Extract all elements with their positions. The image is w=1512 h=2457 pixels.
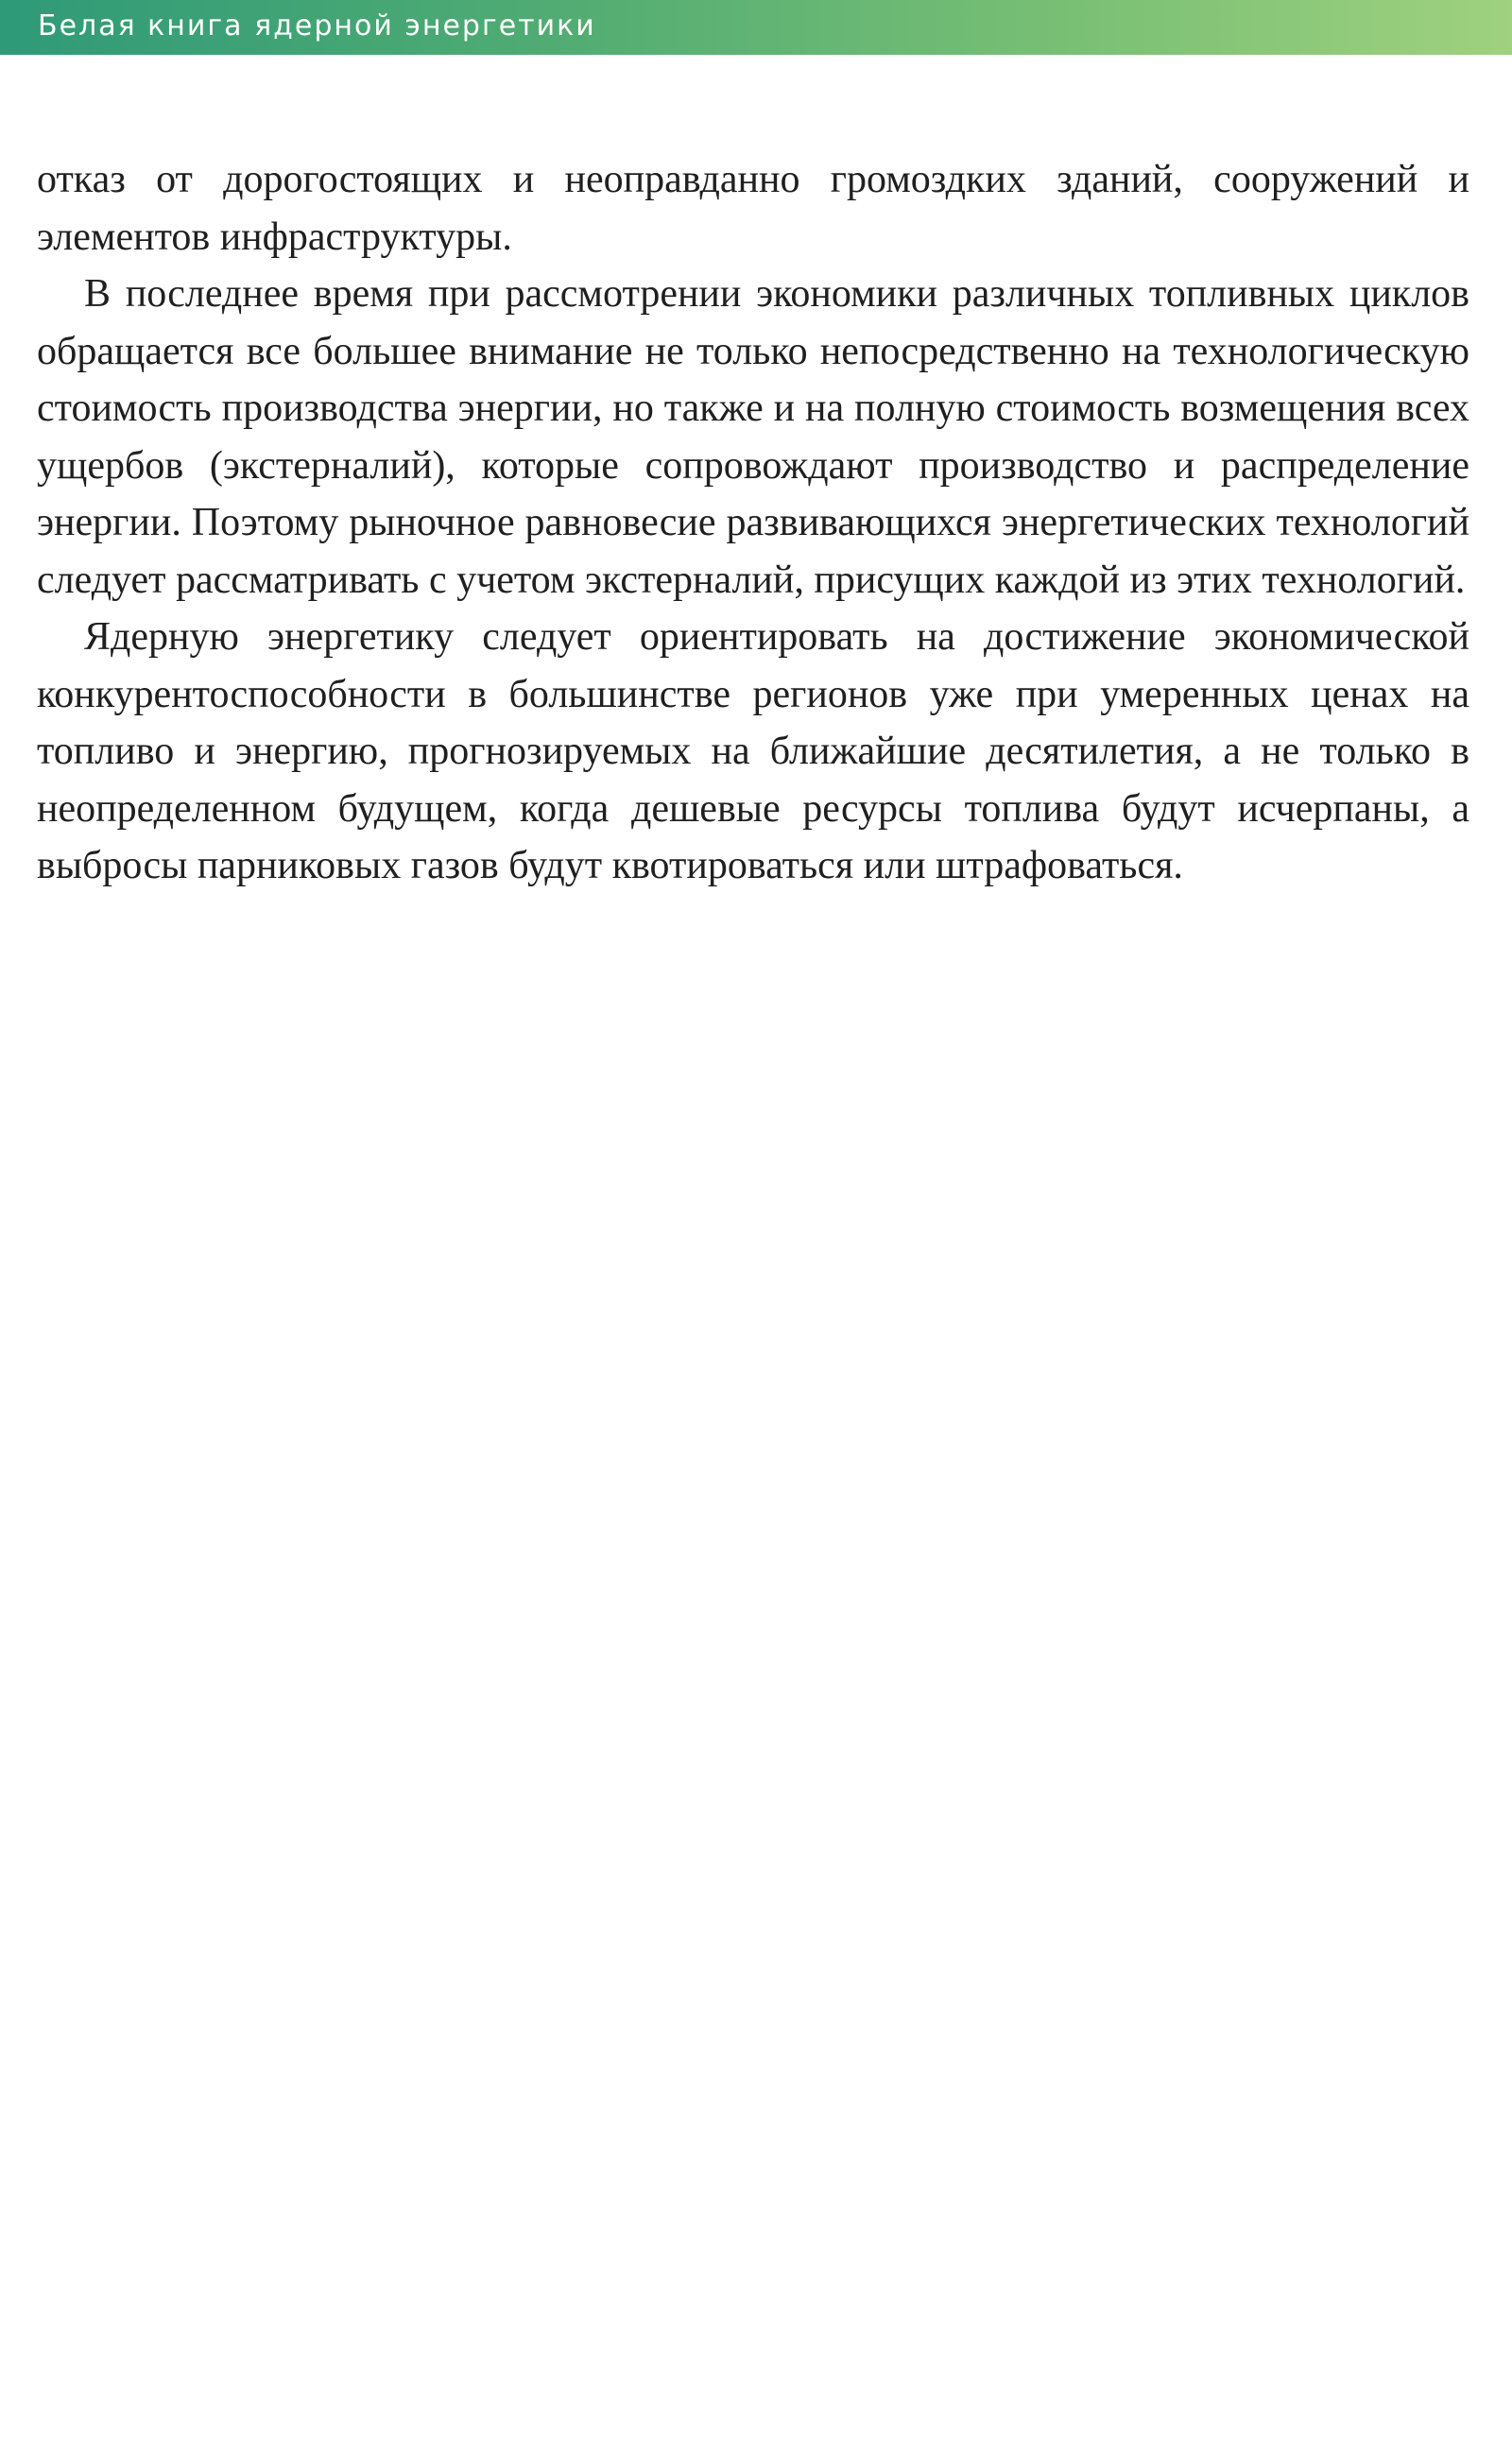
paragraph-continuation: отказ от дорогостоящих и неоправданно громоздких зданий, сооружений и элементов инфраструктуры. [37, 158, 1469, 259]
running-header-bar [0, 0, 1512, 55]
body-text [37, 151, 1469, 895]
paragraph-nuclear-competitiveness: Ядерную энергетику следует ориентировать на достижение экономической конкурентоспособности в большинстве регионов уже при умеренных ценах на топливо и энергию, прогнозируемых на ближайшие десятилетия, а не только в неопределенном будущем, когда дешевые ресурсы топлива будут исчерпаны, а выбросы парниковых газов будут квотироваться или штрафоваться. [37, 615, 1469, 887]
running-header-title: Белая книга ядерной энергетики [38, 9, 596, 43]
paragraph-fuel-cycle-economics: В последнее время при рассмотрении экономики различных топливных циклов обращается все большее внимание не только непосредственно на технологическую стоимость производства энергии, но также и на полную стоимость возмещения всех ущербов (экстерналий), которые сопровождают производство и распределение энергии. Поэтому рыночное равновесие развивающихся энергетических технологий следует рассматривать с учетом экстерналий, присущих каждой из этих технологий. [37, 272, 1469, 602]
